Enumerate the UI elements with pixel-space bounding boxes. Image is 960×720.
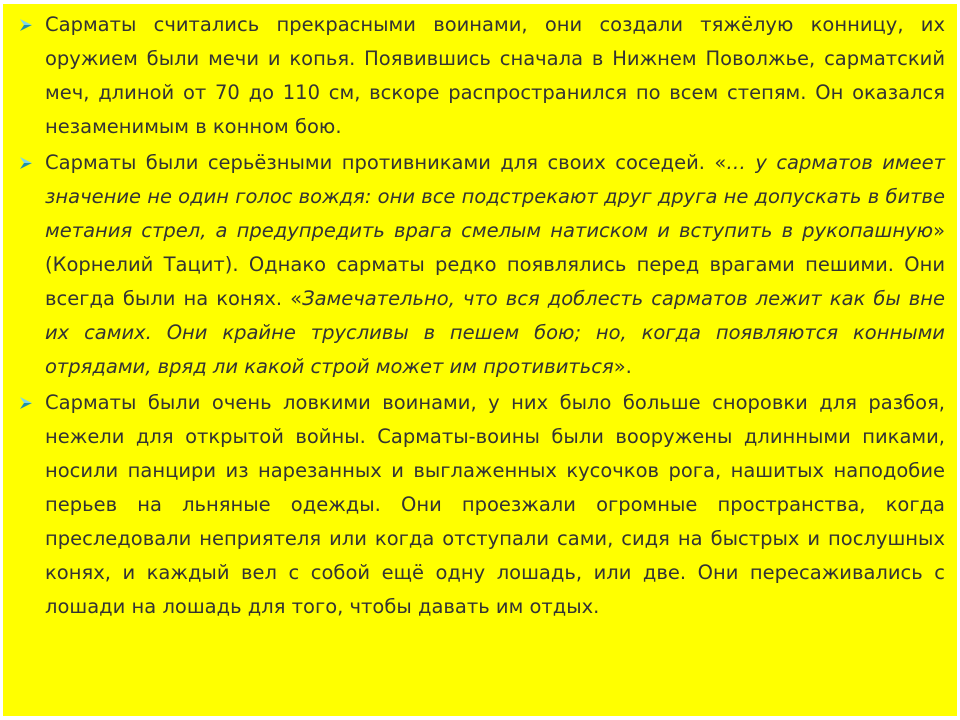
tacitus-quote-1: … у сарматов имеет значение не один голос вождя: они все подстрекают друг друга не допускать в битве метания стрел, а предупредить врага смелым натиском и вступить в рукопашную — [45, 151, 945, 242]
arrowhead-bullet-icon — [19, 18, 33, 32]
bullet-text: » (Корнелий Тацит). Однако сарматы редко появлялись перед врагами пешими. Они всегда были на конях. « — [45, 219, 945, 310]
slide-content — [3, 4, 957, 716]
bullet-text: Сарматы были серьёзными противниками для своих соседей. « — [45, 151, 727, 174]
bullet-item-2 — [19, 146, 945, 384]
tacitus-quote-2: Замечательно, что вся доблесть сарматов лежит как бы вне их самих. Они крайне трусливы в пешем бою; но, когда появляются конными отрядами, вряд ли какой строй может им противиться — [45, 287, 945, 378]
bullet-item-3 — [19, 386, 945, 624]
arrowhead-bullet-icon — [19, 156, 33, 170]
bullet-item-1 — [19, 8, 945, 144]
bullet-text: Сарматы считались прекрасными воинами, они создали тяжёлую конницу, их оружием были мечи и копья. Появившись сначала в Нижнем Поволжье, сарматский меч, длиной от 70 до 110 см, вскоре распространился по всем степям. Он оказался незаменимым в конном бою. — [45, 13, 945, 138]
bullet-text: Сарматы были очень ловкими воинами, у них было больше сноровки для разбоя, нежели для открытой войны. Сарматы-воины были вооружены длинными пиками, носили панцири из нарезанных и выглаженных кусочков рога, нашитых наподобие перьев на льняные одежды. Они проезжали огромные пространства, когда преследовали неприятеля или когда отступали сами, сидя на быстрых и послушных конях, и каждый вел с собой ещё одну лошадь, или две. Они пересаживались с лошади на лошадь для того, чтобы давать им отдых. — [45, 391, 945, 618]
arrowhead-bullet-icon — [19, 396, 33, 410]
bullet-text: ». — [613, 355, 632, 378]
